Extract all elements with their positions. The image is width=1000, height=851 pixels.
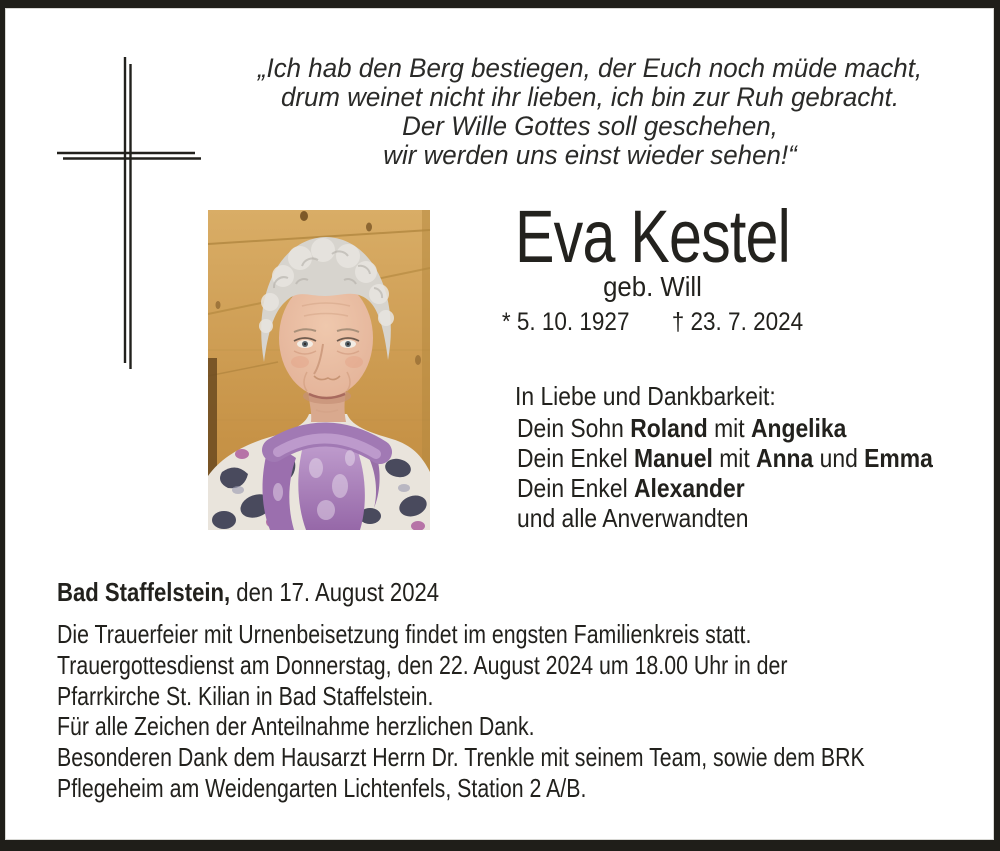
relative-name: Anna (756, 443, 814, 473)
tribute-line (517, 473, 933, 503)
life-dates (475, 308, 831, 337)
tribute-intro: In Liebe und Dankbarkeit: (515, 381, 776, 411)
dateline (57, 577, 439, 608)
paragraph-line: Die Trauerfeier mit Urnenbeisetzung findet im engsten Familienkreis statt. (57, 619, 752, 649)
text-segment: und alle Anverwandten (517, 503, 749, 533)
poem-line: Der Wille Gottes soll geschehen, (402, 111, 778, 141)
relative-name: Alexander (634, 473, 745, 503)
date-text: den 17. August 2024 (230, 577, 440, 607)
text-segment: Dein Sohn (517, 413, 631, 443)
tribute-line (517, 413, 933, 443)
text-segment: mit (707, 413, 751, 443)
tribute-list (517, 413, 933, 533)
tribute-line (517, 503, 933, 533)
poem-line: wir werden uns einst wieder sehen!“ (383, 140, 797, 170)
paragraph-line: Pfarrkirche St. Kilian in Bad Staffelstein. (57, 681, 434, 711)
relative-name: Manuel (634, 443, 713, 473)
paragraph-line: Für alle Zeichen der Anteilnahme herzlichen Dank. (57, 711, 535, 741)
relative-name: Emma (864, 443, 933, 473)
paragraph-line: Pflegeheim am Weidengarten Lichtenfels, Station 2 A/B. (57, 773, 587, 803)
relative-name: Roland (630, 413, 708, 443)
memorial-poem (206, 54, 974, 170)
paragraph-line: Trauergottesdienst am Donnerstag, den 22. August 2024 um 18.00 Uhr in der (57, 650, 788, 680)
text-segment: Dein Enkel (517, 473, 635, 503)
paragraph-line: Besonderen Dank dem Hausarzt Herrn Dr. Trenkle mit seinem Team, sowie dem BRK (57, 742, 865, 772)
thanks-paragraph (57, 711, 865, 804)
poem-line: drum weinet nicht ihr lieben, ich bin zur Ruh gebracht. (280, 82, 900, 112)
birth-date: * 5. 10. 1927 (501, 308, 630, 336)
memorial-cross-icon (45, 50, 215, 380)
deceased-block (455, 195, 850, 337)
city-name: Bad Staffelstein, (57, 577, 231, 607)
portrait-photo (208, 210, 430, 530)
poem-line: „Ich hab den Berg bestiegen, der Euch noch müde macht, (257, 53, 923, 83)
relative-name: Angelika (750, 413, 847, 443)
tribute-line (517, 443, 933, 473)
text-segment: mit (712, 443, 757, 473)
funeral-paragraph (57, 619, 787, 712)
text-segment: Dein Enkel (517, 443, 635, 473)
maiden-name: geb. Will (603, 271, 702, 302)
death-date: † 23. 7. 2024 (671, 308, 804, 336)
deceased-name: Eva Kestel (515, 195, 790, 278)
text-segment: und (813, 443, 865, 473)
